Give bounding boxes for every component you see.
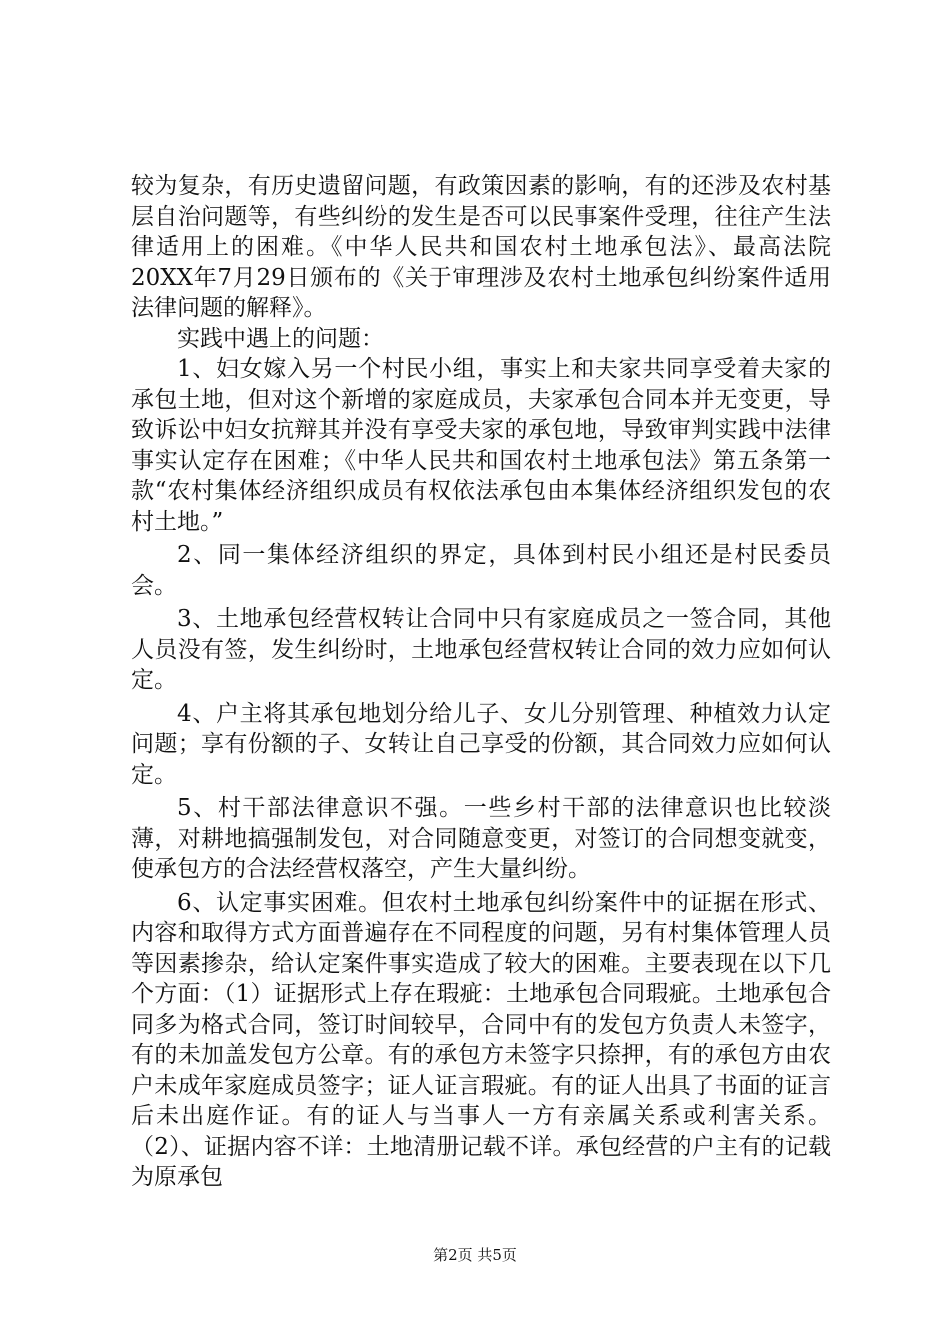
paragraph-item-4: 4、户主将其承包地划分给儿子、女儿分别管理、种植效力认定问题；享有份额的子、女转让自己享受的份额，其合同效力应如何认定。: [131, 700, 831, 788]
document-body: [131, 171, 831, 1193]
paragraph-item-3: 3、土地承包经营权转让合同中只有家庭成员之一签合同，其他人员没有签，发生纠纷时，土地承包经营权转让合同的效力应如何认定。: [131, 606, 831, 693]
paragraph-item-2: 2、同一集体经济组织的界定，具体到村民小组还是村民委员会。: [131, 542, 831, 599]
paragraph-heading: 实践中遇上的问题：: [177, 325, 384, 352]
paragraph-intro: 较为复杂，有历史遗留问题，有政策因素的影响，有的还涉及农村基层自治问题等，有些纠纷的发生是否可以民事案件受理，往往产生法律适用上的困难。《中华人民共和国农村土地承包法》、最高法院20XX年7月29日颁布的《关于审理涉及农村土地承包纠纷案件适用法律问题的解释》。: [131, 173, 831, 321]
page-footer: 第2页 共5页: [433, 1246, 517, 1264]
paragraph-item-1: 1、妇女嫁入另一个村民小组，事实上和夫家共同享受着夫家的承包土地，但对这个新增的家庭成员，夫家承包合同本并无变更，导致诉讼中妇女抗辩其并没有享受夫家的承包地，导致审判实践中法律事实认定存在困难；《中华人民共和国农村土地承包法》第五条第一款“农村集体经济组织成员有权依法承包由本集体经济组织发包的农村土地。”: [131, 356, 831, 535]
paragraph-item-5: 5、村干部法律意识不强。一些乡村干部的法律意识也比较淡薄，对耕地搞强制发包，对合同随意变更，对签订的合同想变就变，使承包方的合法经营权落空，产生大量纠纷。: [131, 795, 831, 882]
paragraph-item-6: 6、认定事实困难。但农村土地承包纠纷案件中的证据在形式、内容和取得方式方面普遍存在不同程度的问题，另有村集体管理人员等因素掺杂，给认定案件事实造成了较大的困难。主要表现在以下几个方面：（1）证据形式上存在瑕疵：土地承包合同瑕疵。土地承包合同多为格式合同，签订时间较早，合同中有的发包方负责人未签字，有的未加盖发包方公章。有的承包方未签字只捺押，有的承包方由农户未成年家庭成员签字；证人证言瑕疵。有的证人出具了书面的证言后未出庭作证。有的证人与当事人一方有亲属关系或利害关系。（2）、证据内容不详：土地清册记载不详。承包经营的户主有的记载为原承包: [131, 889, 831, 1190]
